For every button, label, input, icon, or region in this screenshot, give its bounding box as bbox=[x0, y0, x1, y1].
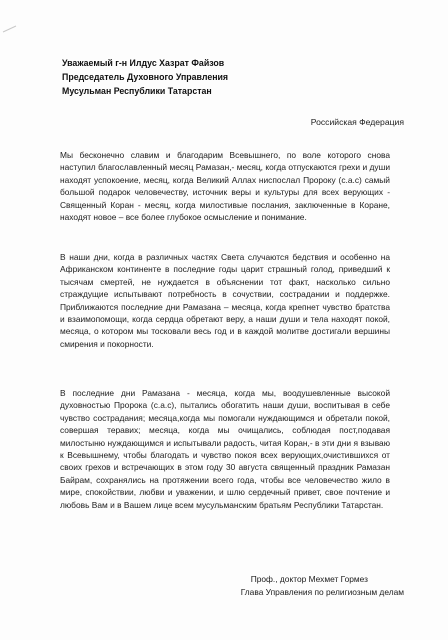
letter-paragraph: В наши дни, когда в различных частях Света случаются бедствия и особенно на Африканском континенте в последние годы царит страшный голод, приведший к тысячам смертей, не нуждается в объяснении тот факт, насколько сильно страждущие испытывают потребность в сочуствии, сострадании и поддержке. Приближаются последние дни Рамазана – месяца, когда крепнет чувство братства и взаимопомощи, когда сердца обретают веру, а наши души и тела находят покой, месяца, о котором мы тосковали весь год и в каждой молитве достигали вершины смирения и покорности. bbox=[60, 252, 390, 349]
signatory-name: Проф., доктор Мехмет Гормез bbox=[250, 574, 368, 584]
recipient-organization: Мусульман Республики Татарстан bbox=[62, 86, 212, 96]
recipient-address bbox=[62, 56, 402, 98]
recipient-country: Российская Федерация bbox=[310, 117, 404, 127]
signatory-title: Глава Управления по религиозным делам bbox=[240, 587, 404, 597]
letter-paragraph: Мы бесконечно славим и благодарим Всевышнего, по воле которого снова наступил благославленный месяц Рамазан,- месяц, когда отпускаются грехи и души находят успокоение, месяц, когда Великий Аллах ниспослал Пророку (с.а.с) самый большой подарок человечеству, источник веры и культуры для всех верующих - Священный Коран - месяц, когда милостивые послания, заключенные в Коране, находят новое – все более глубокое осмысление и понимание. bbox=[60, 150, 390, 223]
scan-mark-icon bbox=[2, 24, 18, 34]
signature-block bbox=[241, 573, 404, 599]
letter-paragraph: В последние дни Рамазана - месяца, когда мы, воодушевленные высокой духовностью Пророка (с.а.с), пытались обогатить наши души, воспитывая в себе чувство сострадания; месяца,когда мы помогали нуждающимся и обретали покой, совершая теравих; месяца, когда мы очищались, соблюдая пост,подавая милостыню нуждающимся и испытывали радость, читая Коран,- в эти дни я взываю к Всевышнему, чтобы благодать и чувство покоя всех верующих,очистившихся от своих грехов и встречающих в этом году 30 августа священный праздник Рамазан Байрам, сохранялись на протяжении всего года, чтобы все человечество жило в мире, спокойствии, любви и уважении, и шлю сердечный привет, свое почтение и любовь Вам и в Вашем лице всем мусульманским братьям Республики Татарстан. bbox=[60, 388, 390, 510]
recipient-position: Председатель Духовного Управления bbox=[62, 72, 229, 82]
recipient-name: Уважаемый г-н Илдус Хазрат Файзов bbox=[62, 58, 225, 68]
